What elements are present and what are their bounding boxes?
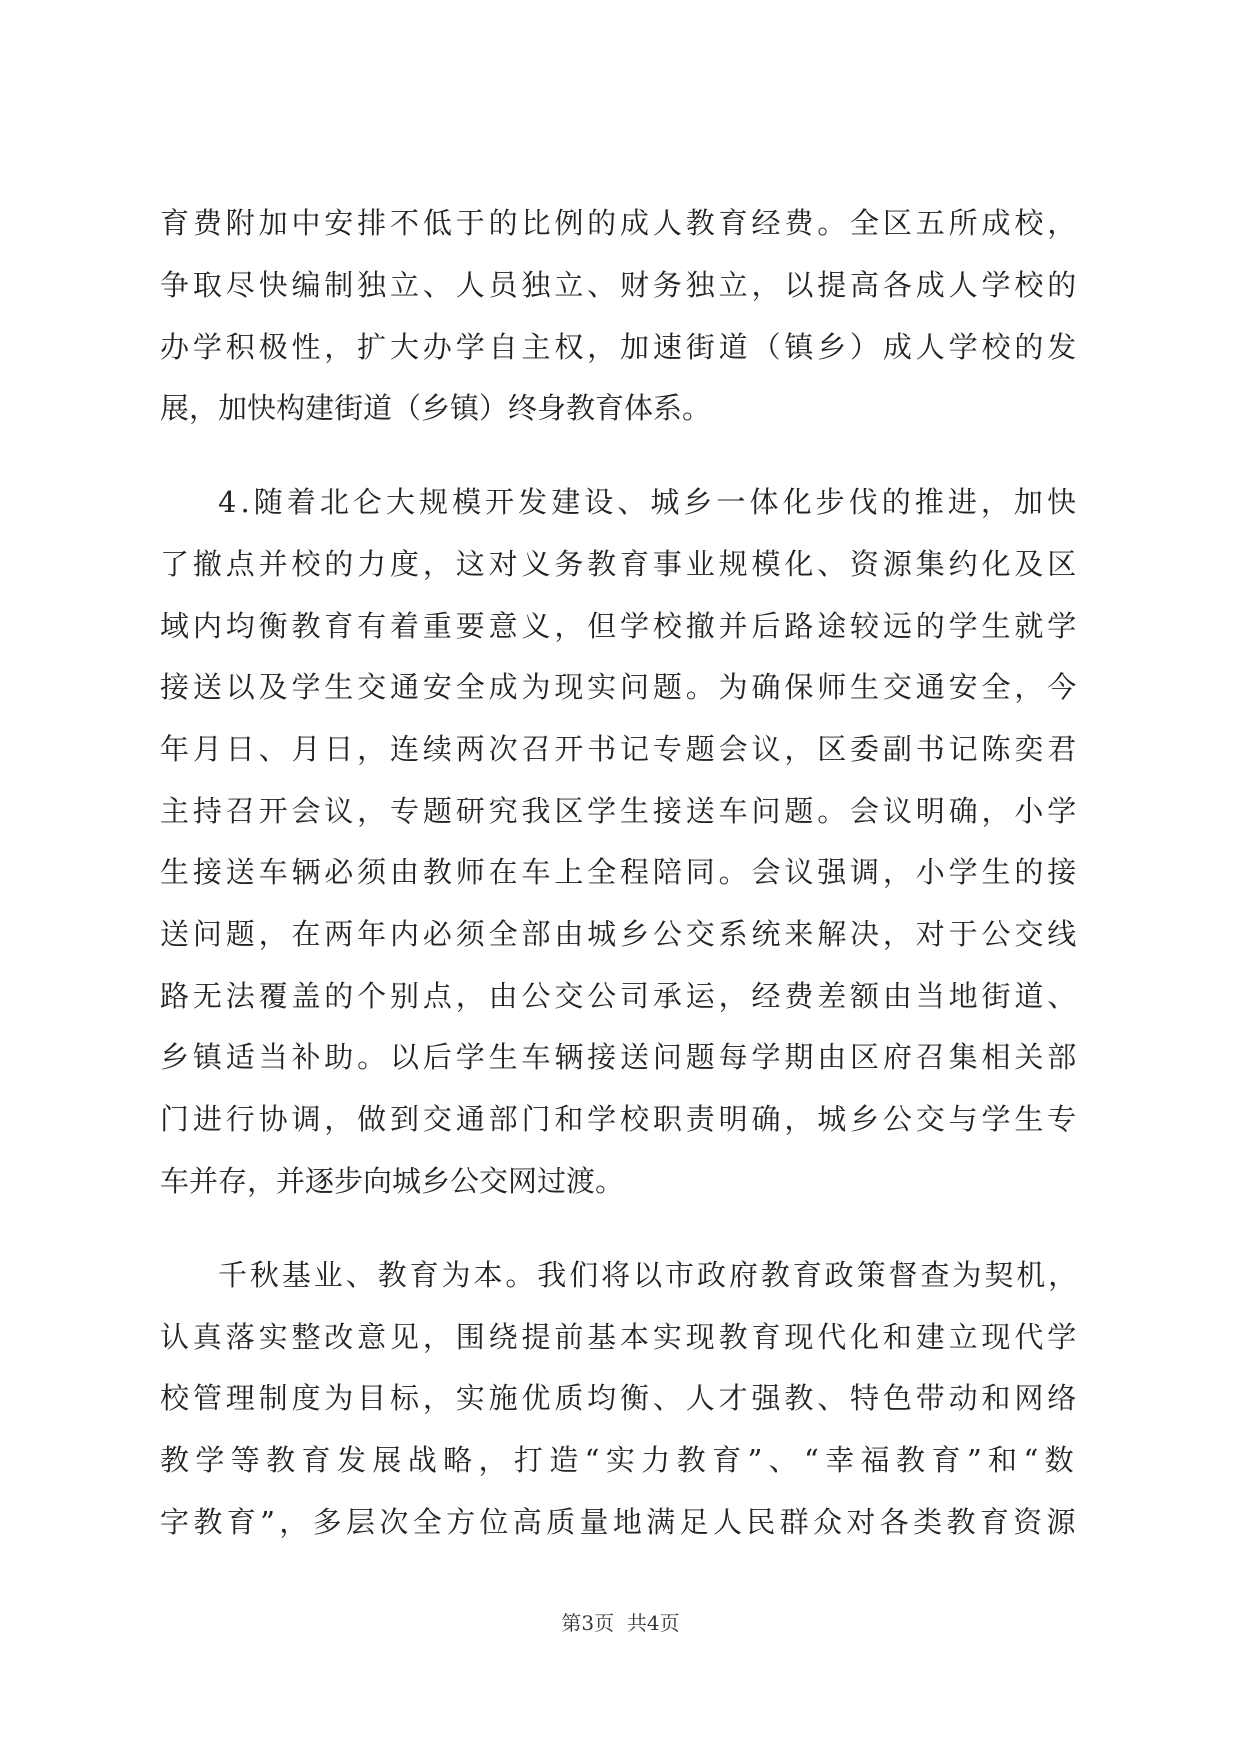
- text-line: [0, 846, 1241, 898]
- text-line: [0, 476, 1241, 528]
- text-line-content: 门进行协调，做到交通部门和学校职责明确，城乡公交与学生专: [160, 1102, 1081, 1136]
- text-line: [0, 197, 1241, 249]
- text-line-content: 认真落实整改意见，围绕提前基本实现教育现代化和建立现代学: [160, 1320, 1081, 1354]
- text-line: [0, 538, 1241, 590]
- text-line-content: 校管理制度为目标，实施优质均衡、人才强教、特色带动和网络: [160, 1381, 1081, 1415]
- text-line-content: 域内均衡教育有着重要意义，但学校撤并后路途较远的学生就学: [160, 609, 1081, 643]
- text-line: [0, 908, 1241, 960]
- text-line: [0, 1031, 1241, 1083]
- text-line-content: 4.随着北仑大规模开发建设、城乡一体化步伐的推进，加快: [218, 485, 1081, 519]
- text-line: [0, 321, 1241, 373]
- text-line: [0, 785, 1241, 837]
- text-line: [0, 259, 1241, 311]
- text-line-content: 育费附加中安排不低于的比例的成人教育经费。全区五所成校，: [160, 206, 1081, 240]
- page-number: 第3页 共4页: [561, 1611, 680, 1635]
- text-line-content: 字教育”，多层次全方位高质量地满足人民群众对各类教育资源: [160, 1505, 1080, 1539]
- text-line: [0, 723, 1241, 775]
- text-line: [0, 1496, 1241, 1548]
- text-line: [0, 1155, 1241, 1207]
- text-line-content: 路无法覆盖的个别点，由公交公司承运，经费差额由当地街道、: [160, 979, 1081, 1013]
- text-line-content: 接送以及学生交通安全成为现实问题。为确保师生交通安全，今: [160, 670, 1081, 704]
- text-line-content: 乡镇适当补助。以后学生车辆接送问题每学期由区府召集相关部: [160, 1040, 1081, 1074]
- text-line-content: 车并存，并逐步向城乡公交网过渡。: [160, 1164, 625, 1198]
- text-line-content: 展，加快构建街道（乡镇）终身教育体系。: [160, 391, 712, 425]
- text-line-content: 主持召开会议，专题研究我区学生接送车问题。会议明确，小学: [160, 794, 1081, 828]
- text-line-content: 了撤点并校的力度，这对义务教育事业规模化、资源集约化及区: [160, 547, 1081, 581]
- text-line-content: 送问题，在两年内必须全部由城乡公交系统来解决，对于公交线: [160, 917, 1081, 951]
- text-line-content: 办学积极性，扩大办学自主权，加速街道（镇乡）成人学校的发: [160, 330, 1081, 364]
- page-footer: [0, 1608, 1241, 1638]
- text-line: [0, 661, 1241, 713]
- text-line: [0, 970, 1241, 1022]
- text-line: [0, 600, 1241, 652]
- text-line: [0, 1093, 1241, 1145]
- text-line-content: 千秋基业、教育为本。我们将以市政府教育政策督查为契机，: [218, 1258, 1081, 1292]
- text-line: [0, 1311, 1241, 1363]
- text-line: [0, 1249, 1241, 1301]
- text-line: [0, 1434, 1241, 1486]
- text-line: [0, 382, 1241, 434]
- text-line-content: 教学等教育发展战略，打造“实力教育”、“幸福教育”和“数: [160, 1443, 1081, 1477]
- text-line-content: 生接送车辆必须由教师在车上全程陪同。会议强调，小学生的接: [160, 855, 1081, 889]
- text-line-content: 争取尽快编制独立、人员独立、财务独立，以提高各成人学校的: [160, 268, 1081, 302]
- text-line: [0, 1372, 1241, 1424]
- text-line-content: 年月日、月日，连续两次召开书记专题会议，区委副书记陈奕君: [160, 732, 1081, 766]
